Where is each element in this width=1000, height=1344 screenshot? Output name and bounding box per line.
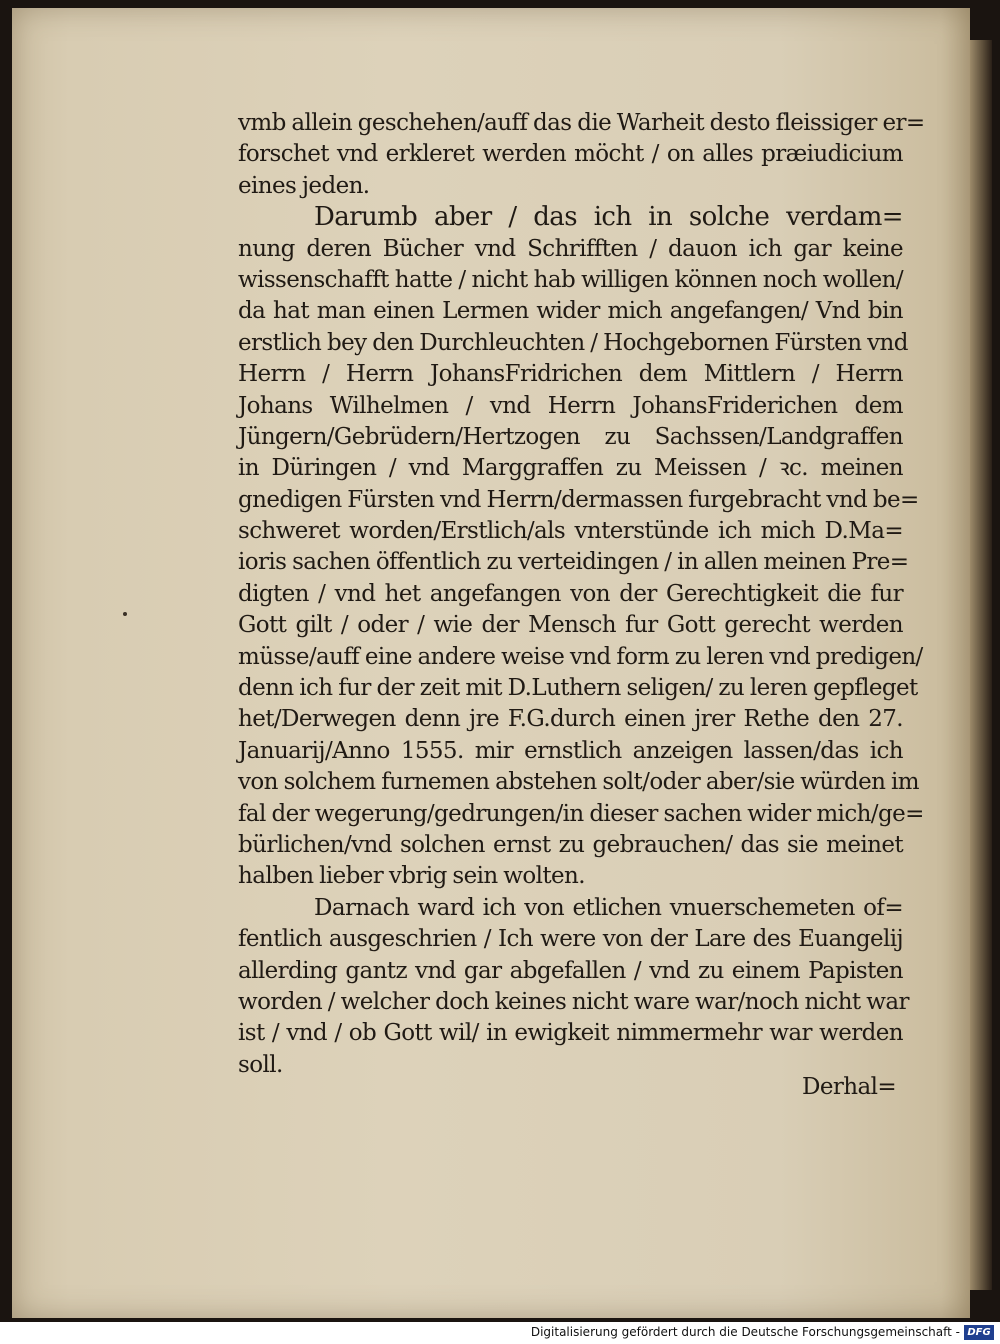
paragraph-start-line: Darumb aber / das ich in solche verdam= <box>314 202 903 233</box>
body-text <box>238 108 925 1081</box>
text-line: allerding gantz vnd gar abgefallen / vnd zu einem Papisten <box>238 957 903 984</box>
text-line: Johans Wilhelmen / vnd Herrn JohansFriderichen dem <box>238 392 903 419</box>
text-line: ioris sachen öffentlich zu verteidingen / in allen meinen Pre= <box>238 549 909 576</box>
text-line: Gott gilt / oder / wie der Mensch fur Gott gerecht werden <box>238 612 903 639</box>
text-line: eines jeden. <box>238 172 370 199</box>
ink-speck <box>123 612 127 616</box>
text-line: erstlich bey den Durchleuchten / Hochgebornen Fürsten vnd <box>238 329 908 356</box>
dfg-logo: DFG <box>964 1325 994 1340</box>
text-line: von solchem furnemen abstehen solt/oder aber/sie würden im <box>238 769 920 796</box>
catchword: Derhal= <box>802 1074 896 1100</box>
text-line: wissenschafft hatte / nicht hab willigen können noch wollen/ <box>238 266 903 293</box>
text-line: schweret worden/Erstlich/als vnterstünde ich mich D.Ma= <box>238 518 903 545</box>
text-line: gnedigen Fürsten vnd Herrn/dermassen furgebracht vnd be= <box>238 486 919 513</box>
footer-bar <box>0 1322 1000 1344</box>
text-line: fentlich ausgeschrien / Ich were von der Lare des Euangelij <box>238 926 903 953</box>
text-line: Jüngern/Gebrüdern/Hertzogen zu Sachssen/Landgraffen <box>238 423 903 450</box>
text-line: fal der wegerung/gedrungen/in dieser sachen wider mich/ge= <box>238 800 924 827</box>
text-line: da hat man einen Lermen wider mich angefangen/ Vnd bin <box>238 298 903 325</box>
page-edge <box>970 40 992 1290</box>
text-line: digten / vnd het angefangen von der Gerechtigkeit die fur <box>238 580 903 607</box>
text-line: worden / welcher doch keines nicht ware war/noch nicht war <box>238 988 909 1015</box>
text-line: halben lieber vbrig sein wolten. <box>238 863 585 890</box>
text-line: nung deren Bücher vnd Schrifften / dauon ich gar keine <box>238 235 903 262</box>
text-line: Januarij/Anno 1555. mir ernstlich anzeigen lassen/das ich <box>238 737 903 764</box>
text-line: Herrn / Herrn JohansFridrichen dem Mittlern / Herrn <box>238 361 903 388</box>
text-line: in Düringen / vnd Marggraffen zu Meissen / ꝛc. meinen <box>238 455 903 482</box>
text-line: ist / vnd / ob Gott wil/ in ewigkeit nimmermehr war werden <box>238 1020 903 1047</box>
text-line: forschet vnd erkleret werden möcht / on alles præiudicium <box>238 141 903 168</box>
text-line: denn ich fur der zeit mit D.Luthern seligen/ zu leren gepfleget <box>238 675 918 702</box>
paragraph-start-line: Darnach ward ich von etlichen vnuerschemeten of= <box>314 894 903 921</box>
funding-notice: Digitalisierung gefördert durch die Deutsche Forschungsgemeinschaft - <box>530 1325 960 1339</box>
text-line: het/Derwegen denn jre F.G.durch einen jrer Rethe den 27. <box>238 706 903 733</box>
text-line: bürlichen/vnd solchen ernst zu gebrauchen/ das sie meinet <box>238 831 903 858</box>
text-line: vmb allein geschehen/auff das die Warheit desto fleissiger er= <box>238 110 925 136</box>
text-line: soll. <box>238 1051 283 1078</box>
text-line: müsse/auff eine andere weise vnd form zu leren vnd predigen/ <box>238 643 923 670</box>
